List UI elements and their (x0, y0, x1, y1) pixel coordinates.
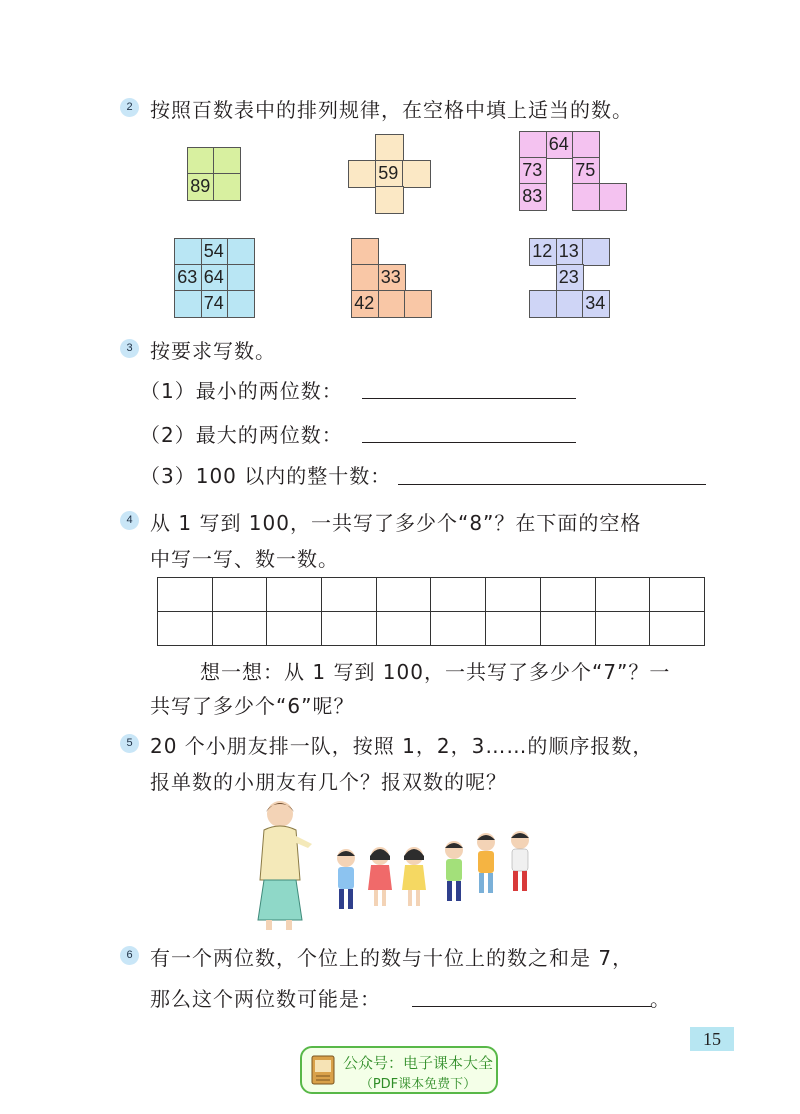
q3-item-3-label: （3）100 以内的整十数： (140, 464, 392, 488)
grid-cell: 75 (572, 157, 600, 185)
grid-box[interactable] (158, 612, 213, 646)
grid-box[interactable] (322, 612, 377, 646)
grid-box[interactable] (595, 612, 650, 646)
question-4-line-1: 从 1 写到 100，一共写了多少个“8”？在下面的空格 (150, 511, 642, 535)
question-number-6: 6 (120, 946, 139, 965)
page-number: 15 (690, 1027, 734, 1051)
grid-box[interactable] (486, 612, 541, 646)
grid-box[interactable] (486, 578, 541, 612)
grid-cell: 73 (519, 157, 547, 185)
grid-box[interactable] (431, 612, 486, 646)
q6-answer-line[interactable] (412, 1006, 652, 1007)
watermark-line-1: 公众号：电子课本大全 (342, 1054, 493, 1072)
grid-box[interactable] (431, 578, 486, 612)
number-grid-puzzle-3 (520, 132, 626, 210)
grid-box[interactable] (540, 578, 595, 612)
q3-item-2-label: （2）最大的两位数： (140, 423, 343, 447)
grid-cell: 42 (351, 290, 379, 318)
grid-box[interactable] (322, 578, 377, 612)
grid-box[interactable] (540, 612, 595, 646)
grid-cell: 54 (201, 238, 229, 266)
think-line-2: 共写了多少个“6”呢？ (150, 694, 355, 718)
q3-item-1-label: （1）最小的两位数： (140, 379, 343, 403)
question-5-line-1: 20 个小朋友排一队，按照 1，2，3……的顺序报数， (150, 734, 654, 758)
teacher-and-children-illustration (246, 796, 530, 932)
grid-box[interactable] (376, 578, 431, 612)
grid-box[interactable] (595, 578, 650, 612)
grid-box[interactable] (650, 612, 705, 646)
watermark-line-2: （PDF课本免费下） (359, 1077, 477, 1092)
grid-cell: 74 (201, 290, 229, 318)
child-figures (337, 831, 529, 909)
grid-box[interactable] (212, 612, 267, 646)
question-5-line-2: 报单数的小朋友有几个？报双数的呢？ (150, 770, 507, 794)
number-grid-puzzle-1 (188, 148, 240, 200)
grid-box[interactable] (376, 612, 431, 646)
think-line-1: 想一想：从 1 写到 100，一共写了多少个“7”？一 (200, 660, 671, 684)
teacher-figure (258, 801, 312, 930)
grid-cell: 34 (582, 290, 610, 318)
number-grid-puzzle-4 (175, 239, 255, 317)
grid-box[interactable] (650, 578, 705, 612)
q3-item-3-answer-line[interactable] (398, 484, 706, 485)
question-6-line-2: 那么这个两位数可能是： (150, 987, 381, 1011)
grid-cell: 59 (375, 160, 404, 188)
grid-cell: 64 (201, 264, 229, 292)
grid-cell: 33 (378, 264, 406, 292)
question-6-line-1: 有一个两位数，个位上的数与十位上的数之和是 7， (150, 946, 634, 970)
grid-box[interactable] (267, 612, 322, 646)
grid-cell: 63 (174, 264, 202, 292)
question-number-4: 4 (120, 511, 139, 530)
grid-cell: 89 (187, 173, 215, 201)
grid-cell: 23 (556, 264, 584, 292)
q6-end-punctuation: 。 (650, 987, 671, 1011)
counting-grid (157, 577, 705, 646)
number-grid-puzzle-6 (530, 239, 610, 317)
grid-box[interactable] (267, 578, 322, 612)
question-3-text: 按要求写数。 (150, 339, 276, 363)
question-number-3: 3 (120, 339, 139, 358)
question-2-text: 按照百数表中的排列规律，在空格中填上适当的数。 (150, 98, 633, 122)
question-4-line-2: 中写一写、数一数。 (150, 547, 339, 571)
question-number-2: 2 (120, 98, 139, 117)
grid-cell: 13 (556, 238, 584, 266)
grid-box[interactable] (158, 578, 213, 612)
watermark-badge (300, 1046, 498, 1094)
grid-cell: 64 (546, 131, 574, 159)
grid-cell: 12 (529, 238, 557, 266)
grid-cell: 83 (519, 183, 547, 211)
book-icon (310, 1054, 336, 1088)
q3-item-1-answer-line[interactable] (362, 398, 576, 399)
question-number-5: 5 (120, 734, 139, 753)
number-grid-puzzle-2 (349, 135, 430, 213)
q3-item-2-answer-line[interactable] (362, 442, 576, 443)
grid-box[interactable] (212, 578, 267, 612)
number-grid-puzzle-5 (352, 239, 432, 317)
